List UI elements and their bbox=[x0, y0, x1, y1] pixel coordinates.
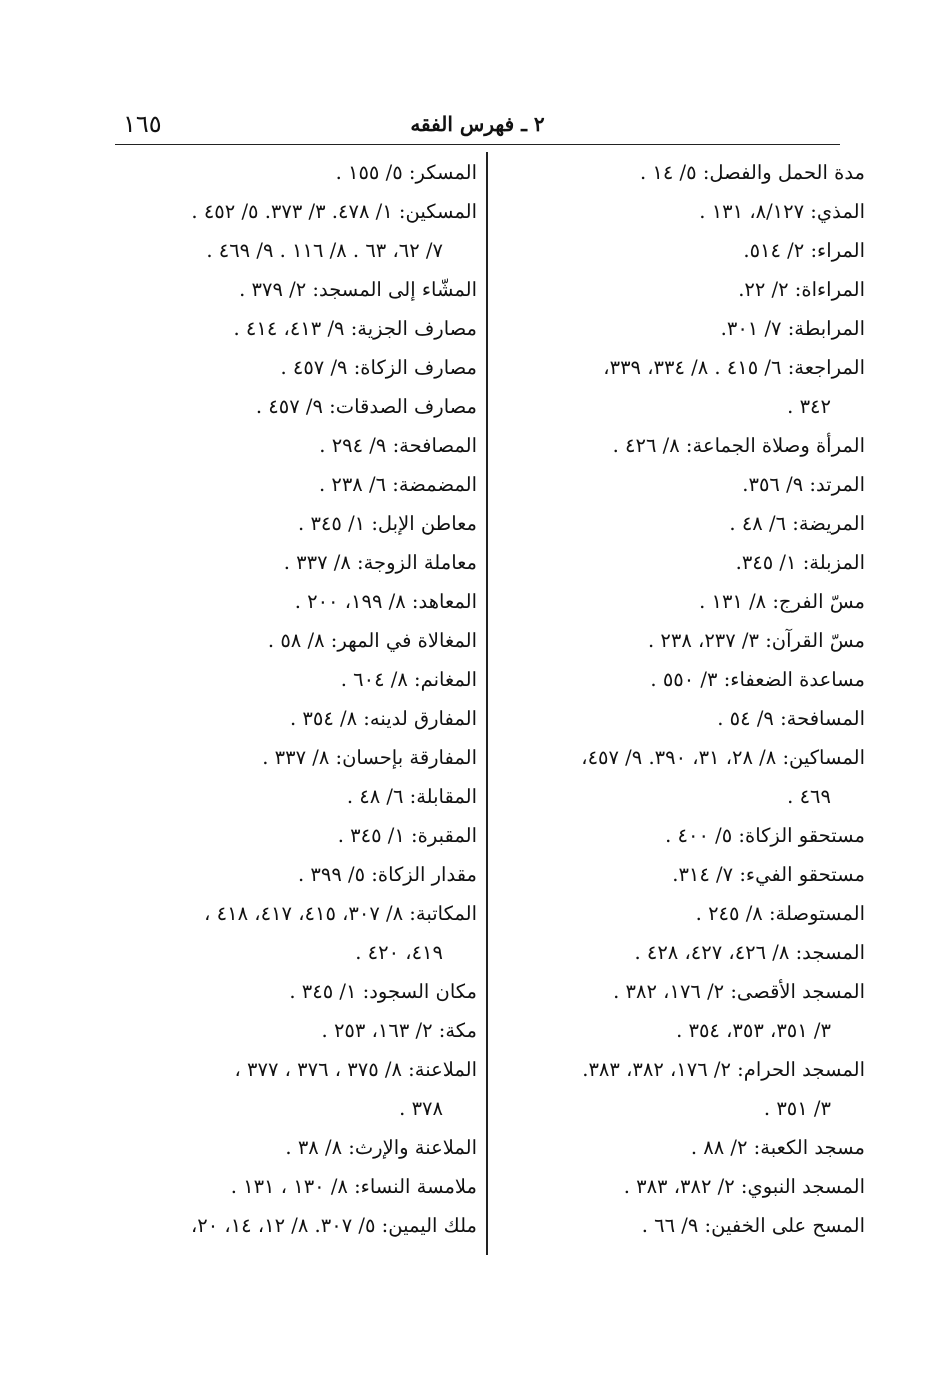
page-header bbox=[115, 108, 840, 145]
column-divider bbox=[486, 152, 488, 1255]
index-entry: المكاتبة: ٨/ ٣٠٧، ٤١٥، ٤١٧، ٤١٨ ، bbox=[204, 902, 477, 925]
index-entry: مكان السجود: ١/ ٣٤٥ . bbox=[289, 980, 477, 1003]
index-entry: المزبلة: ١/ ٣٤٥. bbox=[735, 551, 865, 574]
index-entry: مسّ القرآن: ٣/ ٢٣٧، ٢٣٨ . bbox=[647, 629, 865, 652]
index-entry: المريضة: ٦/ ٤٨ . bbox=[729, 512, 865, 535]
index-entry: المسكين: ١/ ٤٧٨. ٣/ ٣٧٣. ٥/ ٤٥٢ . bbox=[191, 200, 477, 223]
index-entry-continuation: ٤١٩، ٤٢٠ . bbox=[355, 941, 443, 964]
index-entry-continuation: ٣/ ٣٥١ . bbox=[763, 1097, 831, 1120]
index-entry: المسكر: ٥/ ١٥٥ . bbox=[335, 161, 477, 184]
index-column-left bbox=[115, 153, 477, 1245]
index-entry: المرتد: ٩/ ٣٥٦. bbox=[742, 473, 865, 496]
index-entry: مقدار الزكاة: ٥/ ٣٩٩ . bbox=[298, 863, 477, 886]
index-entry: المرابطة: ٧/ ٣٠١. bbox=[720, 317, 865, 340]
index-entry: معاملة الزوجة: ٨/ ٣٣٧ . bbox=[283, 551, 477, 574]
index-entry: المرأة وصلاة الجماعة: ٨/ ٤٢٦ . bbox=[612, 434, 865, 457]
index-entry: مسجد الكعبة: ٢/ ٨٨ . bbox=[690, 1136, 865, 1159]
index-entry: مستحقو الفيء: ٧/ ٣١٤. bbox=[672, 863, 865, 886]
index-entry: مصارف الصدقات: ٩/ ٤٥٧ . bbox=[255, 395, 477, 418]
index-entry: المسافحة: ٩/ ٥٤ . bbox=[717, 707, 865, 730]
index-entry: مكة: ٢/ ١٦٣، ٢٥٣ . bbox=[321, 1019, 477, 1042]
index-entry: مساعدة الضعفاء: ٣/ ٥٥٠ . bbox=[650, 668, 865, 691]
running-title: ٢ ـ فهرس الفقه bbox=[410, 112, 545, 136]
index-entry: الملاعنة: ٨/ ٣٧٥ ، ٣٧٦ ، ٣٧٧ ، bbox=[234, 1058, 477, 1081]
index-entry: المسجد: ٨/ ٤٢٦، ٤٢٧، ٤٢٨ . bbox=[634, 941, 865, 964]
index-entry: مدة الحمل والفصل: ٥/ ١٤ . bbox=[640, 161, 865, 184]
index-entry: المسجد الحرام: ٢/ ١٧٦، ٣٨٢، ٣٨٣. bbox=[582, 1058, 865, 1081]
index-entry: مصارف الزكاة: ٩/ ٤٥٧ . bbox=[280, 356, 477, 379]
index-entry: المسح على الخفين: ٩/ ٦٦ . bbox=[641, 1214, 865, 1237]
index-entry-continuation: ٤٦٩ . bbox=[787, 785, 831, 808]
index-entry: الملاعنة والإرث: ٨/ ٣٨ . bbox=[285, 1136, 477, 1159]
index-entry: المغالاة في المهر: ٨/ ٥٨ . bbox=[267, 629, 477, 652]
index-entry: المسجد الأقصى: ٢/ ١٧٦، ٣٨٢ . bbox=[613, 980, 865, 1003]
index-entry: المفارقة بإحسان: ٨/ ٣٣٧ . bbox=[262, 746, 477, 769]
index-entry-continuation: ٣٧٨ . bbox=[399, 1097, 443, 1120]
index-entry: المغانم: ٨/ ٦٠٤ . bbox=[340, 668, 477, 691]
index-entry: مسّ الفرج: ٨/ ١٣١ . bbox=[699, 590, 865, 613]
index-entry: المفارق لدينه: ٨/ ٣٥٤ . bbox=[290, 707, 477, 730]
index-entry-continuation: ٧/ ٦٢، ٦٣ . ٨/ ١١٦ . ٩/ ٤٦٩ . bbox=[206, 239, 443, 262]
index-entry: المعاهد: ٨/ ١٩٩، ٢٠٠ . bbox=[294, 590, 477, 613]
index-entry-continuation: ٣/ ٣٥١، ٣٥٣، ٣٥٤ . bbox=[676, 1019, 831, 1042]
index-entry: المساكين: ٨/ ٢٨، ٣١، ٣٩٠. ٩/ ٤٥٧، bbox=[581, 746, 865, 769]
index-entry: المستوصلة: ٨/ ٢٤٥ . bbox=[695, 902, 865, 925]
index-entry: معاطن الإبل: ١/ ٣٤٥ . bbox=[298, 512, 477, 535]
index-entry: المقبرة: ١/ ٣٤٥ . bbox=[337, 824, 477, 847]
index-entry: المضمضة: ٦/ ٢٣٨ . bbox=[318, 473, 477, 496]
index-entry: مستحقو الزكاة: ٥/ ٤٠٠ . bbox=[665, 824, 865, 847]
index-entry: المراءاة: ٢/ ٢٢. bbox=[738, 278, 865, 301]
index-entry: المراء: ٢/ ٥١٤. bbox=[743, 239, 865, 262]
index-entry: المصافحة: ٩/ ٢٩٤ . bbox=[319, 434, 477, 457]
index-entry-continuation: ٣٤٢ . bbox=[787, 395, 831, 418]
index-entry: المشّاء إلى المسجد: ٢/ ٣٧٩ . bbox=[239, 278, 477, 301]
index-entry: ملك اليمين: ٥/ ٣٠٧. ٨/ ١٢، ١٤، ٢٠، bbox=[190, 1214, 477, 1237]
index-entry: المراجعة: ٦/ ٤١٥ . ٨/ ٣٣٤، ٣٣٩، bbox=[603, 356, 865, 379]
page-number: ١٦٥ bbox=[123, 110, 162, 138]
index-entry: المقابلة: ٦/ ٤٨ . bbox=[346, 785, 477, 808]
index-entry: ملامسة النساء: ٨/ ١٣٠ ، ١٣١ . bbox=[230, 1175, 477, 1198]
index-column-right bbox=[500, 153, 865, 1245]
index-entry: المسجد النبوي: ٢/ ٣٨٢، ٣٨٣ . bbox=[623, 1175, 865, 1198]
index-entry: مصارف الجزية: ٩/ ٤١٣، ٤١٤ . bbox=[233, 317, 477, 340]
index-entry: المذي: ٨/١٢٧، ١٣١ . bbox=[699, 200, 865, 223]
